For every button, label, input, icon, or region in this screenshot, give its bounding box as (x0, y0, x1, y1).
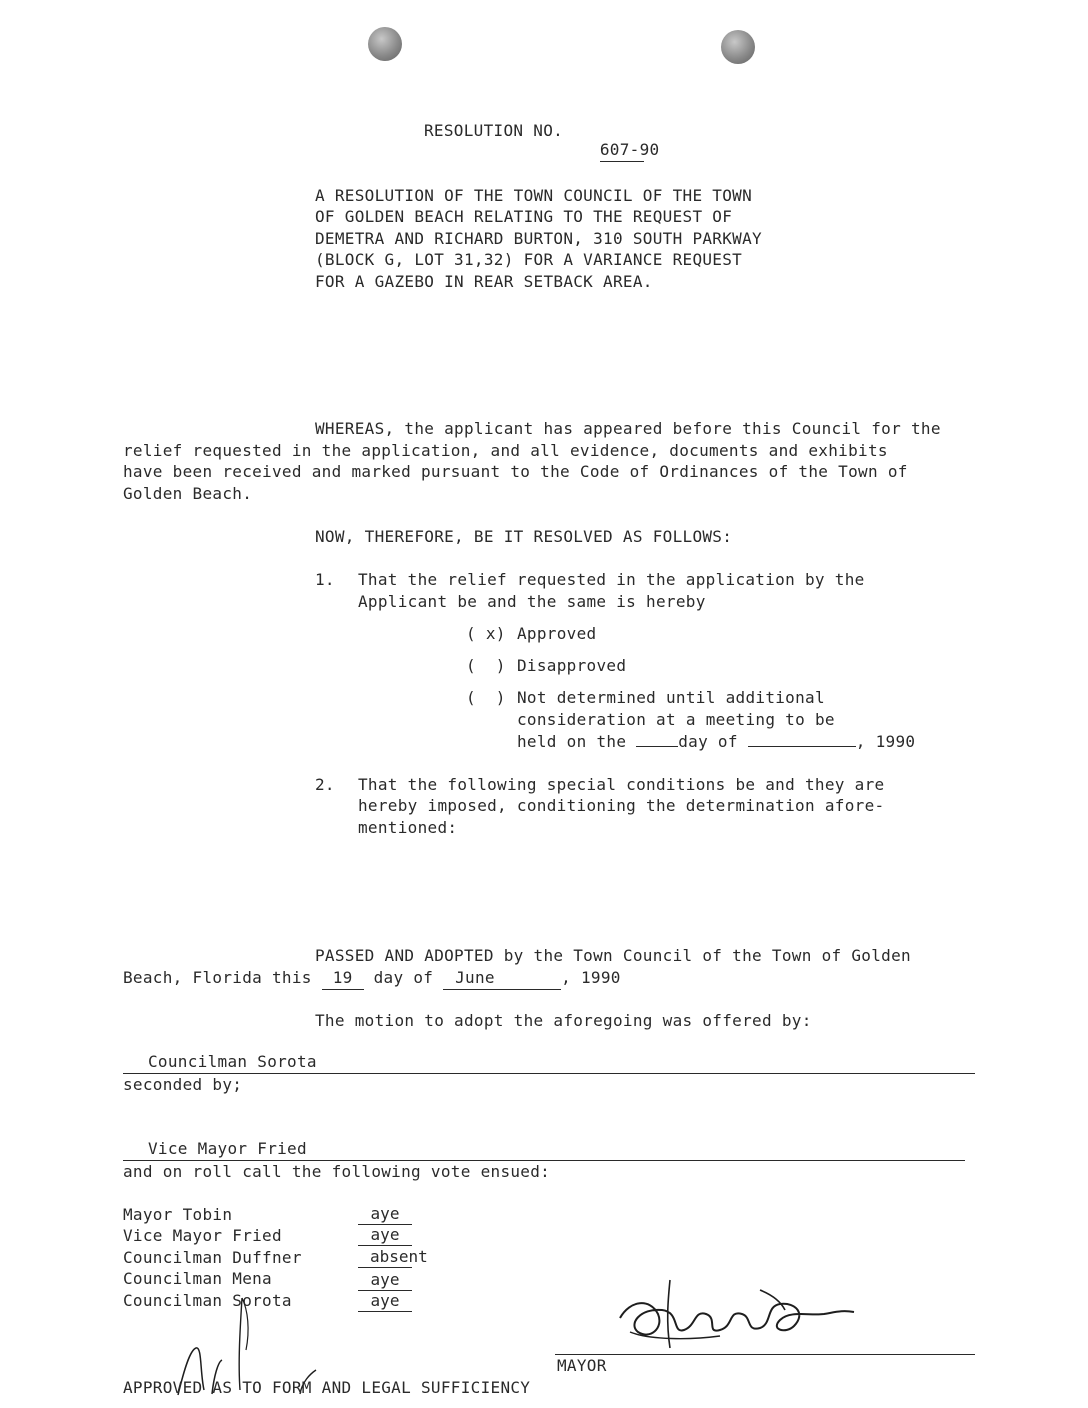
passed-month: June (443, 967, 561, 990)
option-not-determined-line: consideration at a meeting to be (517, 710, 835, 729)
item-1-line: That the relief requested in the application by the (358, 570, 865, 589)
resolution-title-line: DEMETRA AND RICHARD BURTON, 310 SOUTH PARKWAY (315, 229, 762, 248)
approved-as-to-form-text: APPROVED AS TO FORM AND LEGAL SUFFICIENCY (123, 1378, 531, 1397)
now-therefore-heading: NOW, THEREFORE, BE IT RESOLVED AS FOLLOWS: (315, 527, 733, 546)
option-not-determined-date-line (517, 731, 915, 753)
item-2-line: hereby imposed, conditioning the determination afore- (358, 796, 885, 815)
punch-hole-icon (721, 30, 755, 64)
signature-icon (610, 1270, 870, 1360)
passed-line: PASSED AND ADOPTED by the Town Council of the Town of Golden (315, 946, 911, 965)
vote-value: aye (358, 1270, 412, 1291)
seconded-label: seconded by; (123, 1075, 243, 1094)
seconded-by-value: Vice Mayor Fried (148, 1139, 307, 1158)
voter-name: Vice Mayor Fried (123, 1226, 282, 1245)
year-text: , 1990 (855, 732, 916, 751)
passed-text: Beach, Florida this (123, 968, 322, 987)
held-on-text: held on the (517, 732, 637, 751)
roll-call-text: and on roll call the following vote ensued: (123, 1162, 551, 1181)
offered-by-line (123, 1073, 975, 1074)
held-month-blank[interactable] (748, 746, 856, 747)
resolution-number (580, 117, 660, 162)
motion-text: The motion to adopt the aforegoing was offered by: (315, 1011, 812, 1030)
whereas-line: Golden Beach. (123, 484, 253, 503)
whereas-line: WHEREAS, the applicant has appeared before this Council for the (315, 419, 941, 438)
item-1-number: 1. (315, 570, 335, 589)
mayor-signature-line (555, 1354, 975, 1355)
item-2-line: mentioned: (358, 818, 458, 837)
item-1-line: Applicant be and the same is hereby (358, 592, 706, 611)
mayor-label: MAYOR (557, 1356, 607, 1375)
voter-name: Mayor Tobin (123, 1205, 233, 1224)
day-of-text: day of (678, 732, 748, 751)
held-day-blank[interactable] (636, 746, 678, 747)
passed-year-text: , 1990 (561, 968, 621, 987)
offered-by-value: Councilman Sorota (148, 1052, 317, 1071)
vote-value: aye (358, 1291, 412, 1312)
voter-name: Councilman Sorota (123, 1291, 292, 1310)
whereas-line: relief requested in the application, and all evidence, documents and exhibits (123, 441, 888, 460)
item-2-number: 2. (315, 775, 335, 794)
resolution-title-line: OF GOLDEN BEACH RELATING TO THE REQUEST OF (315, 207, 733, 226)
vote-value: aye (358, 1204, 412, 1225)
resolution-title-line: FOR A GAZEBO IN REAR SETBACK AREA. (315, 272, 653, 291)
punch-hole-icon (368, 27, 402, 61)
voter-name: Councilman Duffner (123, 1248, 302, 1267)
option-not-determined-checkbox[interactable]: ( ) (466, 688, 506, 707)
vote-value: aye (358, 1225, 412, 1246)
item-2-line: That the following special conditions be and they are (358, 775, 885, 794)
passed-date-line (123, 967, 621, 990)
voter-name: Councilman Mena (123, 1269, 272, 1288)
whereas-line: have been received and marked pursuant to the Code of Ordinances of the Town of (123, 462, 908, 481)
option-approved-checkbox[interactable]: ( x) (466, 624, 506, 643)
option-approved-label: Approved (517, 624, 597, 643)
passed-day: 19 (322, 967, 364, 990)
vote-value: absent (370, 1247, 428, 1266)
option-disapproved-checkbox[interactable]: ( ) (466, 656, 506, 675)
resolution-title-line: (BLOCK G, LOT 31,32) FOR A VARIANCE REQUEST (315, 250, 743, 269)
option-disapproved-label: Disapproved (517, 656, 627, 675)
resolution-number-value: 607-90 (600, 139, 644, 162)
vote-absent-line (358, 1267, 412, 1268)
option-not-determined-label: Not determined until additional (517, 688, 825, 707)
resolution-title-line: A RESOLUTION OF THE TOWN COUNCIL OF THE TOWN (315, 186, 753, 205)
resolution-label: RESOLUTION NO. (424, 121, 564, 140)
passed-day-of-text: day of (363, 968, 444, 987)
